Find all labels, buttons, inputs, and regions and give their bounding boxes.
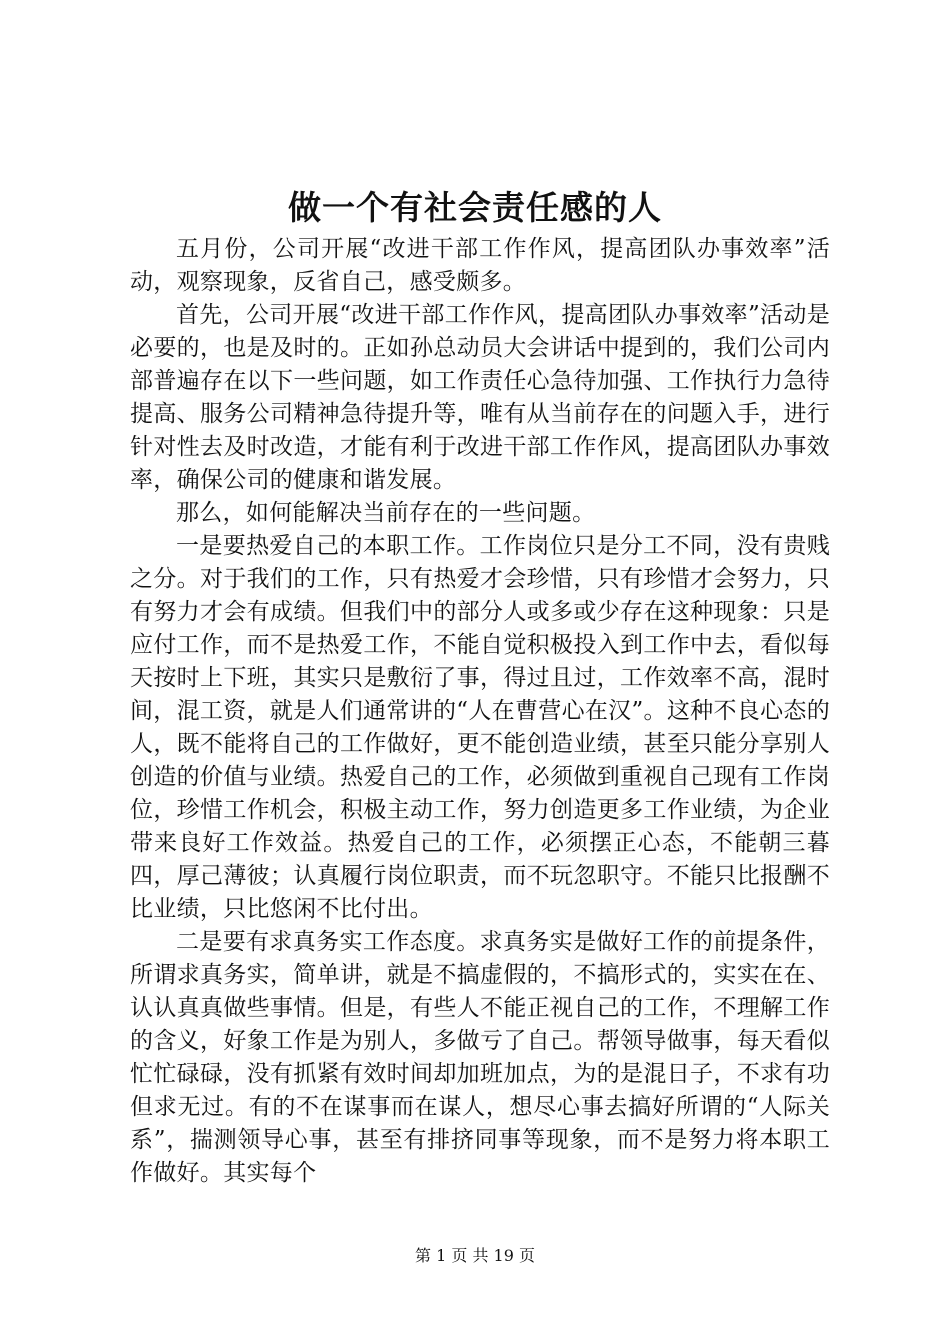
paragraph-first: 首先，公司开展“改进干部工作作风，提高团队办事效率”活动是必要的，也是及时的。正如孙总动员大会讲话中提到的，我们公司内部普遍存在以下一些问题，如工作责任心急待加强、工作执行力急待提高、服务公司精神急待提升等，唯有从当前存在的问题入手，进行针对性去及时改造，才能有利于改进干部工作作风，提高团队办事效率，确保公司的健康和谐发展。 [130, 302, 830, 493]
paragraph-intro: 五月份，公司开展“改进干部工作作风，提高团队办事效率”活动，观察现象，反省自己，感受颇多。 [130, 236, 830, 295]
document-title: 做一个有社会责任感的人 [288, 188, 662, 227]
paragraph-point-two: 二是要有求真务实工作态度。求真务实是做好工作的前提条件，所谓求真务实，简单讲，就是不搞虚假的，不搞形式的，实实在在、认认真真做些事情。但是，有些人不能正视自己的工作，不理解工作的含义，好象工作是为别人，多做亏了自己。帮领导做事，每天看似忙忙碌碌，没有抓紧有效时间却加班加点，为的是混日子，不求有功但求无过。有的不在谋事而在谋人，想尽心事去搞好所谓的“人际关系”，揣测领导心事，甚至有排挤同事等现象，而不是努力将本职工作做好。其实每个 [130, 929, 830, 1186]
paragraph-point-one: 一是要热爱自己的本职工作。工作岗位只是分工不同，没有贵贱之分。对于我们的工作，只有热爱才会珍惜，只有珍惜才会努力，只有努力才会有成绩。但我们中的部分人或多或少存在这种现象：只是应付工作，而不是热爱工作，不能自觉积极投入到工作中去，看似每天按时上下班，其实只是敷衍了事，得过且过，工作效率不高，混时间，混工资，就是人们通常讲的“人在曹营心在汉”。这种不良心态的人，既不能将自己的工作做好，更不能创造业绩，甚至只能分享别人创造的价值与业绩。热爱自己的工作，必须做到重视自己现有工作岗位，珍惜工作机会，积极主动工作，努力创造更多工作业绩，为企业带来良好工作效益。热爱自己的工作，必须摆正心态，不能朝三暮四，厚己薄彼；认真履行岗位职责，而不玩忽职守。不能只比报酬不比业绩，只比悠闲不比付出。 [130, 533, 830, 922]
page-number-footer: 第 1 页 共 19 页 [415, 1246, 535, 1265]
document-body [130, 233, 830, 1190]
paragraph-question: 那么，如何能解决当前存在的一些问题。 [176, 500, 596, 526]
